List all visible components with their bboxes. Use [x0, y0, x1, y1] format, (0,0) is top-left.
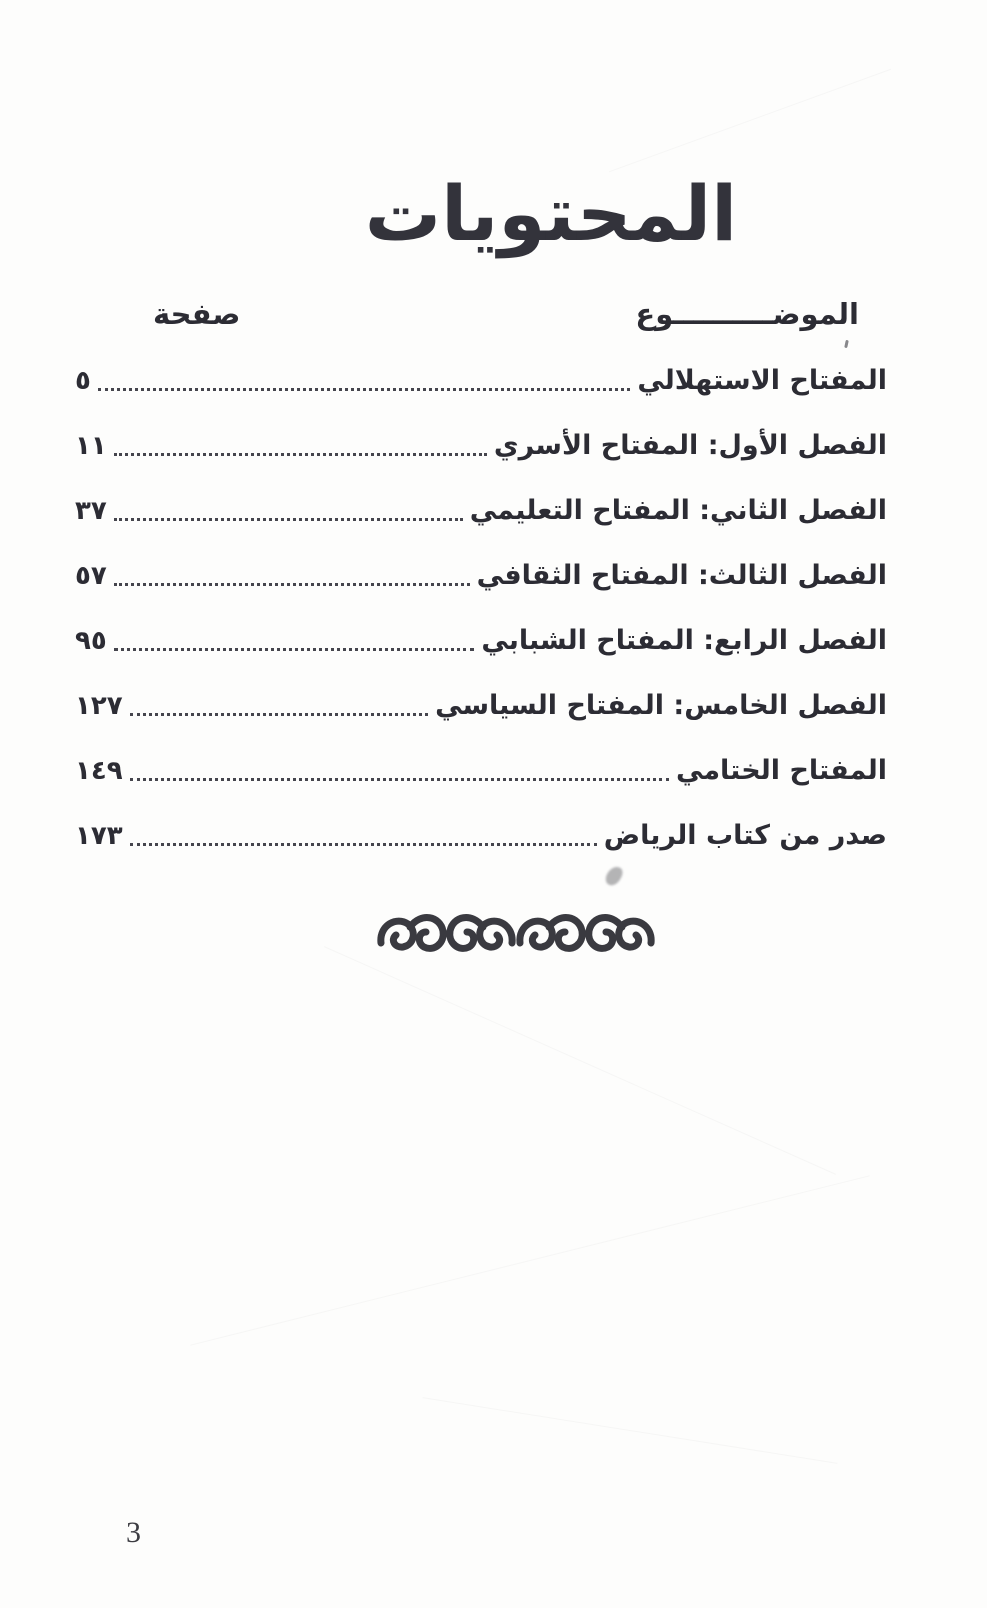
dot-leader — [114, 453, 487, 456]
dot-leader — [114, 648, 475, 651]
toc-entry-title: الفصل الثالث: المفتاح الثقافي — [476, 560, 887, 592]
toc-entry — [75, 552, 887, 595]
toc-entry-title: المفتاح الاستهلالي — [637, 365, 887, 397]
toc-entry — [75, 747, 887, 790]
toc-column-headers — [75, 297, 887, 331]
toc-entry-title: الفصل الثاني: المفتاح التعليمي — [469, 495, 887, 527]
page-column-header: صفحة — [153, 297, 241, 332]
toc-entry — [75, 682, 887, 725]
toc-entry-title: الفصل الأول: المفتاح الأسري — [493, 430, 887, 462]
toc-entry — [75, 357, 887, 400]
toc-entry-page-number: ٩٥ — [75, 625, 107, 656]
toc-list — [75, 357, 887, 855]
paper-crease — [324, 946, 836, 1175]
toc-entry-page-number: ١٢٧ — [75, 690, 123, 721]
topic-column-header: الموضــــــــــوع — [635, 297, 859, 332]
dot-leader — [114, 583, 470, 586]
dot-leader — [98, 388, 630, 391]
toc-entry-page-number: ١٧٣ — [75, 820, 123, 851]
toc-entry-title: المفتاح الختامي — [676, 755, 887, 787]
floral-divider-icon — [110, 907, 922, 967]
paper-crease — [190, 1175, 869, 1345]
paper-crease — [423, 1397, 838, 1464]
dot-leader — [130, 713, 429, 716]
toc-entry-page-number: ٣٧ — [75, 495, 107, 526]
toc-entry-page-number: ١١ — [75, 430, 107, 461]
dot-leader — [130, 843, 597, 846]
toc-entry-title: الفصل الخامس: المفتاح السياسي — [435, 690, 887, 722]
folio-page-number: 3 — [126, 1516, 141, 1549]
dot-leader — [130, 778, 669, 781]
page-title: المحتويات — [364, 169, 738, 258]
toc-entry-title: الفصل الرابع: المفتاح الشبابي — [481, 625, 887, 657]
toc-entry-page-number: ٥٧ — [75, 560, 107, 591]
toc-entry — [75, 487, 887, 530]
toc-entry — [75, 812, 887, 855]
toc-entry-page-number: ٥ — [75, 365, 91, 396]
toc-entry — [75, 422, 887, 465]
toc-entry-title: صدر من كتاب الرياض — [603, 820, 887, 852]
toc-entry — [75, 617, 887, 660]
dot-leader — [114, 518, 463, 521]
toc-entry-page-number: ١٤٩ — [75, 755, 123, 786]
